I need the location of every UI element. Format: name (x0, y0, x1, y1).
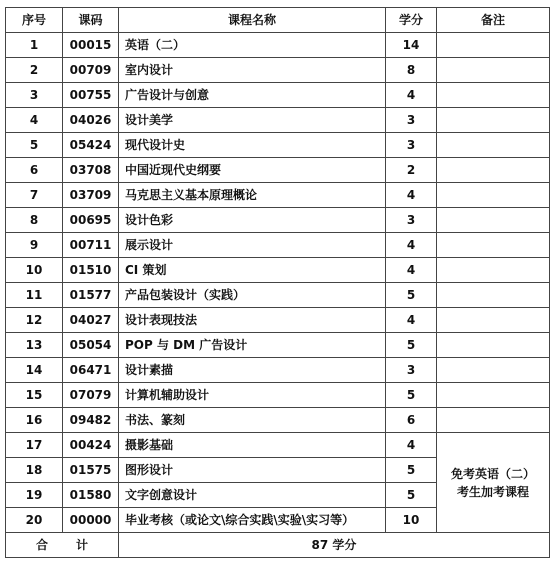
cell-seq: 15 (6, 383, 63, 408)
cell-credits: 4 (386, 308, 437, 333)
cell-code: 01510 (63, 258, 119, 283)
cell-code: 09482 (63, 408, 119, 433)
cell-credits: 5 (386, 483, 437, 508)
course-table (5, 7, 550, 558)
cell-credits: 4 (386, 258, 437, 283)
cell-seq: 7 (6, 183, 63, 208)
cell-credits: 8 (386, 58, 437, 83)
cell-note (437, 133, 550, 158)
cell-seq: 11 (6, 283, 63, 308)
cell-seq: 17 (6, 433, 63, 458)
header-name: 课程名称 (119, 8, 386, 33)
total-row (6, 533, 550, 558)
cell-code: 01577 (63, 283, 119, 308)
cell-code: 00709 (63, 58, 119, 83)
cell-note (437, 33, 550, 58)
cell-code: 06471 (63, 358, 119, 383)
cell-note (437, 283, 550, 308)
cell-credits: 4 (386, 83, 437, 108)
cell-name: 设计色彩 (119, 208, 386, 233)
cell-code: 00424 (63, 433, 119, 458)
cell-note (437, 83, 550, 108)
cell-seq: 1 (6, 33, 63, 58)
course-table-container (5, 7, 550, 558)
cell-seq: 9 (6, 233, 63, 258)
cell-code: 00755 (63, 83, 119, 108)
cell-code: 03709 (63, 183, 119, 208)
header-credits: 学分 (386, 8, 437, 33)
cell-code: 00015 (63, 33, 119, 58)
cell-seq: 10 (6, 258, 63, 283)
note-line-1: 免考英语（二） (450, 466, 535, 481)
cell-name: CI 策划 (119, 258, 386, 283)
cell-name: 中国近现代史纲要 (119, 158, 386, 183)
cell-credits: 5 (386, 383, 437, 408)
cell-seq: 16 (6, 408, 63, 433)
cell-note (437, 58, 550, 83)
cell-seq: 13 (6, 333, 63, 358)
cell-credits: 2 (386, 158, 437, 183)
cell-note (437, 308, 550, 333)
cell-seq: 20 (6, 508, 63, 533)
cell-name: 英语（二） (119, 33, 386, 58)
cell-code: 00000 (63, 508, 119, 533)
table-row (6, 283, 550, 308)
table-row (6, 333, 550, 358)
cell-credits: 10 (386, 508, 437, 533)
table-row (6, 383, 550, 408)
cell-name: 设计美学 (119, 108, 386, 133)
cell-seq: 6 (6, 158, 63, 183)
header-note: 备注 (437, 8, 550, 33)
cell-code: 07079 (63, 383, 119, 408)
cell-seq: 3 (6, 83, 63, 108)
table-row (6, 233, 550, 258)
table-row (6, 358, 550, 383)
table-row (6, 258, 550, 283)
cell-seq: 12 (6, 308, 63, 333)
cell-name: 展示设计 (119, 233, 386, 258)
cell-note (437, 333, 550, 358)
table-row (6, 108, 550, 133)
cell-credits: 4 (386, 433, 437, 458)
header-code: 课码 (63, 8, 119, 33)
cell-note (437, 208, 550, 233)
total-value: 87 学分 (119, 533, 550, 558)
cell-code: 00695 (63, 208, 119, 233)
cell-note (437, 358, 550, 383)
cell-name: 现代设计史 (119, 133, 386, 158)
cell-name: POP 与 DM 广告设计 (119, 333, 386, 358)
cell-credits: 3 (386, 208, 437, 233)
table-row (6, 408, 550, 433)
cell-name: 设计表现技法 (119, 308, 386, 333)
cell-note (437, 233, 550, 258)
cell-seq: 2 (6, 58, 63, 83)
cell-name: 产品包装设计（实践） (119, 283, 386, 308)
cell-credits: 5 (386, 333, 437, 358)
cell-credits: 5 (386, 458, 437, 483)
cell-code: 00711 (63, 233, 119, 258)
cell-credits: 4 (386, 233, 437, 258)
cell-seq: 19 (6, 483, 63, 508)
total-label-part2: 计 (76, 538, 89, 552)
cell-credits: 6 (386, 408, 437, 433)
cell-note (437, 183, 550, 208)
cell-credits: 3 (386, 133, 437, 158)
cell-name: 计算机辅助设计 (119, 383, 386, 408)
cell-code: 04026 (63, 108, 119, 133)
cell-note (437, 158, 550, 183)
cell-code: 01580 (63, 483, 119, 508)
table-row (6, 183, 550, 208)
cell-code: 03708 (63, 158, 119, 183)
cell-code: 05424 (63, 133, 119, 158)
cell-credits: 3 (386, 108, 437, 133)
total-label-part1: 合 (35, 538, 48, 552)
cell-note (437, 408, 550, 433)
cell-credits: 4 (386, 183, 437, 208)
cell-name: 文字创意设计 (119, 483, 386, 508)
note-line-2: 考生加考课程 (456, 484, 529, 499)
course-rows (6, 33, 550, 533)
table-row (6, 133, 550, 158)
cell-name: 广告设计与创意 (119, 83, 386, 108)
cell-seq: 4 (6, 108, 63, 133)
cell-seq: 18 (6, 458, 63, 483)
table-row (6, 83, 550, 108)
cell-credits: 14 (386, 33, 437, 58)
cell-name: 设计素描 (119, 358, 386, 383)
cell-credits: 5 (386, 283, 437, 308)
cell-name: 毕业考核（或论文\综合实践\实验\实习等） (119, 508, 386, 533)
cell-name: 马克思主义基本原理概论 (119, 183, 386, 208)
cell-note (437, 258, 550, 283)
cell-note (437, 383, 550, 408)
cell-note (437, 108, 550, 133)
table-row (6, 158, 550, 183)
table-row (6, 308, 550, 333)
cell-code: 04027 (63, 308, 119, 333)
table-row (6, 58, 550, 83)
table-row (6, 433, 550, 458)
cell-seq: 14 (6, 358, 63, 383)
cell-name: 图形设计 (119, 458, 386, 483)
cell-name: 室内设计 (119, 58, 386, 83)
cell-code: 01575 (63, 458, 119, 483)
cell-name: 摄影基础 (119, 433, 386, 458)
cell-name: 书法、篆刻 (119, 408, 386, 433)
cell-seq: 8 (6, 208, 63, 233)
header-seq: 序号 (6, 8, 63, 33)
table-row (6, 33, 550, 58)
header-row (6, 8, 550, 33)
cell-note-merged (437, 433, 550, 533)
table-row (6, 208, 550, 233)
cell-code: 05054 (63, 333, 119, 358)
cell-credits: 3 (386, 358, 437, 383)
total-label (6, 533, 119, 558)
cell-seq: 5 (6, 133, 63, 158)
